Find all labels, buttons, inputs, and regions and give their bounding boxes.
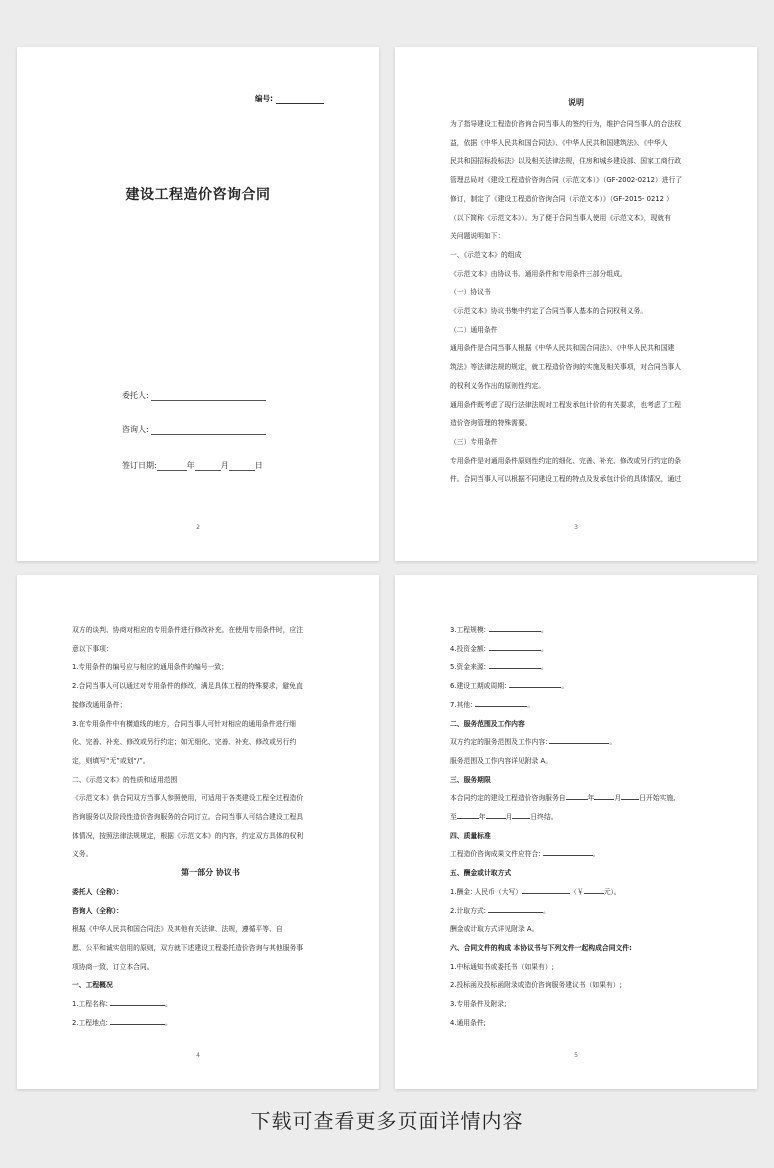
text-line: 定，则填写“无”或划“/”。: [72, 756, 150, 765]
scope-page: [395, 575, 757, 1089]
text-line: 1.专用条件的编号应与相应的通用条件的编号一致；: [72, 663, 229, 672]
text-line: 体情况，按照法律法规规定，根据《示范文本》的内容，约定双方具体的权利: [72, 831, 304, 840]
service-content-blank: [549, 736, 609, 744]
notes-line: 一、《示范文本》的组成: [450, 250, 522, 259]
document-item: 3.专用条件及附录;: [450, 1000, 507, 1009]
project-detail-label: 4.投资金额:: [450, 644, 486, 653]
cover-title: 建设工程造价咨询合同: [125, 187, 271, 203]
project-detail-label: 7.其他:: [450, 700, 473, 709]
client-full-name: 委托人（全称）：: [72, 887, 123, 896]
contract-documents-list: [450, 958, 727, 1033]
fee-appendix: 酬金或计取方式详见附录 A。: [450, 925, 539, 934]
start-month-blank: [594, 792, 614, 800]
document-item: 4.通用条件;: [450, 1018, 486, 1027]
notes-line: 为了指导建设工程造价咨询合同当事人的签约行为，维护合同当事人的合法权: [450, 120, 682, 128]
notes-page: [395, 47, 757, 561]
text-line: 义务。: [72, 850, 93, 859]
page-number: 5: [574, 1052, 578, 1059]
text-line: 双方的谈判、协商对相应的专用条件进行修改补充。在使用专用条件时，应注: [72, 626, 304, 634]
notes-line: 通用条件既考虑了现行法律法规对工程发承包计价的有关要求，也考虑了工程: [450, 400, 682, 409]
period: 。: [527, 700, 535, 709]
text-line: 咨询服务以及阶段性造价咨询服务的合同订立。合同当事人可结合建设工程具: [72, 813, 304, 822]
project-detail-row: [450, 696, 727, 715]
date-label: 签订日期:: [122, 461, 157, 470]
notes-line: 民共和国招标投标法》以及相关法律法规，住房和城乡建设部、国家工商行政: [450, 157, 682, 166]
term-start-label: 本合同约定的建设工程造价咨询服务自: [450, 794, 566, 803]
service-content-row: [450, 733, 727, 752]
month-label: 月: [505, 813, 513, 822]
project-site-blank: [110, 1017, 165, 1025]
part-one-title: 第一部分 协议书: [181, 868, 240, 878]
start-year-blank: [566, 792, 588, 800]
text-line: 根据《中华人民共和国合同法》及其他有关法律、法规，遵循平等、自: [72, 925, 283, 934]
fee-row: [450, 883, 727, 902]
section-fee: 五、酬金或计取方式: [450, 869, 512, 878]
scope-body: [450, 621, 727, 1032]
month-label: 月: [614, 794, 622, 803]
period: 。: [561, 682, 569, 691]
notes-line: 专用条件是对通用条件原则性约定的细化、完善、补充、修改或另行约定的条: [450, 456, 682, 465]
project-detail-blank: [489, 643, 541, 651]
notes-line: 筑法》等法律法规的规定，就工程造价咨询的实施及相关事项，对合同当事人: [450, 363, 682, 372]
service-content-label: 双方约定的服务范围及工作内容:: [450, 738, 548, 747]
year-blank: [157, 460, 187, 471]
text-line: 2.合同当事人可以通过对专用条件的修改，满足具体工程的特殊要求，避免直: [72, 682, 303, 691]
fee-number-blank: [584, 886, 604, 894]
period: 。: [164, 1018, 172, 1027]
document-item: 1.中标通知书或委托书（如果有）;: [450, 962, 554, 971]
period: 。: [540, 626, 548, 634]
year-label: 年: [186, 461, 195, 470]
notes-line: 造价咨询管理的特殊需要。: [450, 419, 532, 428]
text-line: 项协商一致，订立本合同。: [72, 962, 154, 971]
consultant-full-name: 咨询人（全称）：: [72, 906, 123, 915]
agreement-page: [17, 575, 379, 1089]
client-signature-field: [122, 390, 266, 401]
text-line: 愿、公平和诚实信用的原则，双方就下述建设工程委托造价咨询与其他服务事: [72, 943, 304, 952]
project-detail-row: [450, 677, 727, 696]
service-appendix: 服务范围及工作内容详见附录 A。: [450, 756, 552, 765]
agreement-body: [72, 621, 349, 1032]
section-contract-documents: 六、合同文件的构成 本协议书与下列文件一起构成合同文件:: [450, 943, 632, 952]
quality-label: 工程造价咨询成果文件应符合:: [450, 850, 541, 859]
project-details: [450, 621, 727, 715]
section-service-scope: 二、服务范围及工作内容: [450, 719, 525, 728]
notes-heading: 说明: [568, 98, 584, 107]
document-item: 2.投标函及投标函附录或造价咨询服务建议书（如果有）;: [450, 981, 622, 990]
year-label: 年: [587, 794, 595, 803]
fee-label: 1.酬金: 人民币（大写）: [450, 887, 523, 896]
notes-line: 益，依据《中华人民共和国合同法》、《中华人民共和国建筑法》、《中华人: [450, 138, 668, 147]
project-detail-blank: [489, 624, 541, 632]
notes-line: （三）专用条件: [450, 437, 498, 446]
notes-line: 修订，制定了《建设工程造价咨询合同（示范文本）》（GF-2015- 0212 ）: [450, 194, 673, 203]
day-label: 日: [254, 461, 263, 470]
consultant-signature-field: [122, 424, 266, 435]
text-line: 化、完善、补充、修改或另行约定；如无细化、完善、补充、修改或另行约: [72, 738, 297, 747]
client-label: 委托人:: [122, 391, 149, 400]
notes-line: 《示范文本》协议书集中约定了合同当事人基本的合同权利义务。: [450, 307, 648, 316]
project-detail-label: 3.工程规模:: [450, 626, 486, 634]
end-month-blank: [486, 811, 506, 819]
fee-suffix: 元）。: [603, 887, 621, 896]
project-detail-row: [450, 640, 727, 659]
section-project-overview: 一、工程概况: [72, 981, 113, 990]
period: 。: [609, 738, 617, 747]
page-number: 2: [196, 524, 200, 531]
month-blank: [195, 460, 221, 471]
text-line: 二、《示范文本》的性质和适用范围: [72, 775, 178, 784]
notes-line: 的权利义务作出的原则性约定。: [450, 381, 546, 390]
signing-date-field: [122, 460, 263, 471]
end-year-blank: [457, 811, 479, 819]
section-service-term: 三、服务期限: [450, 775, 491, 784]
notes-line: 管理总局对《建设工程造价咨询合同（示范文本）》（GF-2002-0212）进行了: [450, 176, 683, 185]
contract-number-blank: [276, 94, 324, 104]
project-detail-blank: [475, 699, 527, 707]
period: 。: [542, 906, 550, 915]
term-start-row: [450, 789, 727, 808]
text-line: 《示范文本》供合同双方当事人参照使用，可适用于各类建设工程全过程造价: [72, 794, 304, 803]
text-line: 接修改通用条件；: [72, 700, 127, 709]
fee-words-blank: [522, 886, 570, 894]
notes-line: （一）协议书: [450, 288, 491, 297]
period: 。: [164, 1000, 172, 1009]
fee-method-label: 2.计取方式:: [450, 906, 486, 915]
client-blank: [151, 390, 266, 401]
page-number: 4: [196, 1052, 200, 1059]
contract-number-label: 编号:: [255, 94, 273, 103]
consultant-label: 咨询人:: [122, 425, 149, 434]
consultant-blank: [151, 424, 266, 435]
text-line: 意以下事项：: [72, 644, 113, 653]
notes-body: [450, 115, 732, 489]
text-line: 3.在专用条件中有横道线的地方，合同当事人可针对相应的通用条件进行细: [72, 719, 296, 728]
notes-line: （二）通用条件: [450, 325, 498, 334]
project-name-label: 1.工程名称:: [72, 1000, 108, 1009]
term-end-label: 至: [450, 813, 457, 822]
notes-line: （以下简称《示范文本》）。为了便于合同当事人使用《示范文本》，现就有: [450, 213, 671, 222]
day-blank: [229, 460, 255, 471]
project-name-blank: [110, 998, 165, 1006]
project-detail-label: 5.资金来源:: [450, 663, 486, 672]
fee-method-row: [450, 902, 727, 921]
usage-notes: [72, 621, 349, 864]
project-detail-label: 6.建设工期或周期:: [450, 682, 507, 691]
notes-line: 关问题说明如下：: [450, 232, 505, 241]
page-number: 3: [574, 524, 578, 531]
fee-method-blank: [488, 905, 543, 913]
quality-blank: [543, 848, 593, 856]
notes-line: 件。合同当事人可以根据不同建设工程的特点及发承包计价的具体情况，通过: [450, 475, 682, 484]
fee-yuan-prefix: （￥: [570, 887, 584, 896]
quality-row: [450, 845, 727, 864]
notes-line: 《示范文本》由协议书、通用条件和专用条件三部分组成。: [450, 269, 627, 278]
cover-page: [17, 47, 379, 561]
project-detail-blank: [509, 680, 561, 688]
project-site-row: [72, 1014, 349, 1033]
project-site-label: 2.工程地点:: [72, 1018, 108, 1027]
term-end-suffix: 日终结。: [530, 813, 558, 822]
footer-caption: 下载可查看更多页面详情内容: [250, 1109, 524, 1133]
end-day-blank: [512, 811, 530, 819]
period: 。: [540, 644, 548, 653]
term-end-row: [450, 808, 727, 827]
year-label: 年: [478, 813, 486, 822]
project-name-row: [72, 995, 349, 1014]
agreement-preamble: [72, 920, 349, 976]
project-detail-row: [450, 621, 727, 640]
period: 。: [592, 850, 600, 859]
contract-number-field: [255, 93, 324, 104]
period: 。: [540, 663, 548, 672]
notes-line: 通用条件是合同当事人根据《中华人民共和国合同法》、《中华人民共和国建: [450, 344, 675, 353]
section-quality: 四、质量标准: [450, 831, 491, 840]
start-day-blank: [621, 792, 639, 800]
month-label: 月: [220, 461, 229, 470]
project-detail-row: [450, 658, 727, 677]
term-start-suffix: 日开始实施,: [639, 794, 676, 803]
project-detail-blank: [489, 661, 541, 669]
